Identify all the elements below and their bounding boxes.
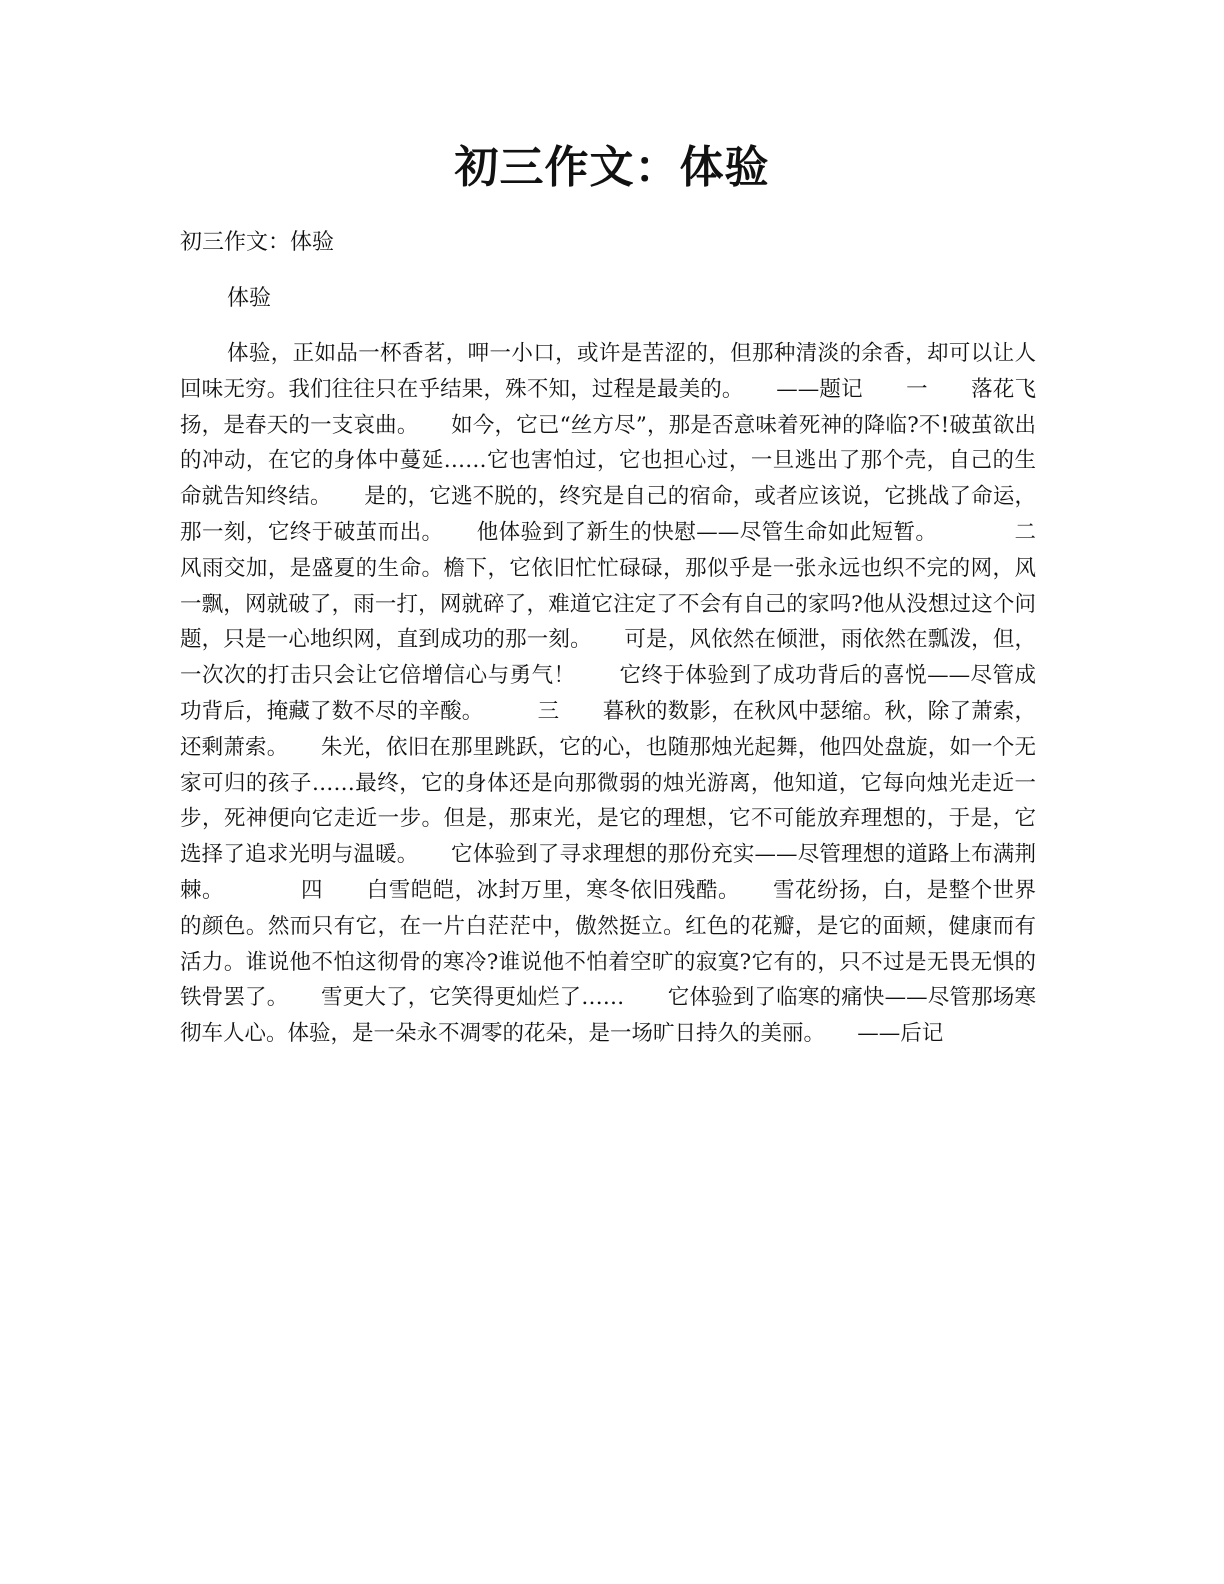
document-title: 初三作文：体验: [454, 142, 770, 193]
section-heading: 体验: [227, 286, 272, 311]
essay-body: 体验，正如品一杯香茗，呷一小口，或许是苦涩的，但那种清淡的余香，却可以让人回味无穷。我们往往只在乎结果，殊不知，过程是最美的。 ——题记 一 落花飞扬，是春天的一支哀曲。 如今，它已“丝方尽”，那是否意味着死神的降临?不!破茧欲出的冲动，在它的身体中蔓延……它也害怕过，它也担心过，一旦逃出了那个壳，自己的生命就告知终结。 是的，它逃不脱的，终究是自己的宿命，或者应该说，它挑战了命运，那一刻，它终于破茧而出。 他体验到了新生的快慰——尽管生命如此短暂。 二 风雨交加，是盛夏的生命。檐下，它依旧忙忙碌碌，那似乎是一张永远也织不完的网，风一飘，网就破了，雨一打，网就碎了，难道它注定了不会有自己的家吗?他从没想过这个问题，只是一心地织网，直到成功的那一刻。 可是，风依然在倾泄，雨依然在瓢泼，但，一次次的打击只会让它倍增信心与勇气！ 它终于体验到了成功背后的喜悦——尽管成功背后，掩藏了数不尽的辛酸。 三 暮秋的数影，在秋风中瑟缩。秋，除了萧索，还剩萧索。 朱光，依旧在那里跳跃，它的心，也随那烛光起舞，他四处盘旋，如一个无家可归的孩子……最终，它的身体还是向那微弱的烛光游离，他知道，它每向烛光走近一步，死神便向它走近一步。但是，那束光，是它的理想，它不可能放弃理想的，于是，它选择了追求光明与温暖。 它体验到了寻求理想的那份充实——尽管理想的道路上布满荆棘。 四 白雪皑皑，冰封万里，寒冬依旧残酷。 雪花纷扬，白，是整个世界的颜色。然而只有它，在一片白茫茫中，傲然挺立。红色的花瓣，是它的面颊，健康而有活力。谁说他不怕这彻骨的寒冷?谁说他不怕着空旷的寂寞?它有的，只不过是无畏无惧的铁骨罢了。 雪更大了，它笑得更灿烂了…… 它体验到了临寒的痛快——尽管那场寒彻车人心。体验，是一朵永不凋零的花朵，是一场旷日持久的美丽。 ——后记: [180, 341, 1080, 1047]
document-subtitle: 初三作文：体验: [180, 230, 335, 255]
